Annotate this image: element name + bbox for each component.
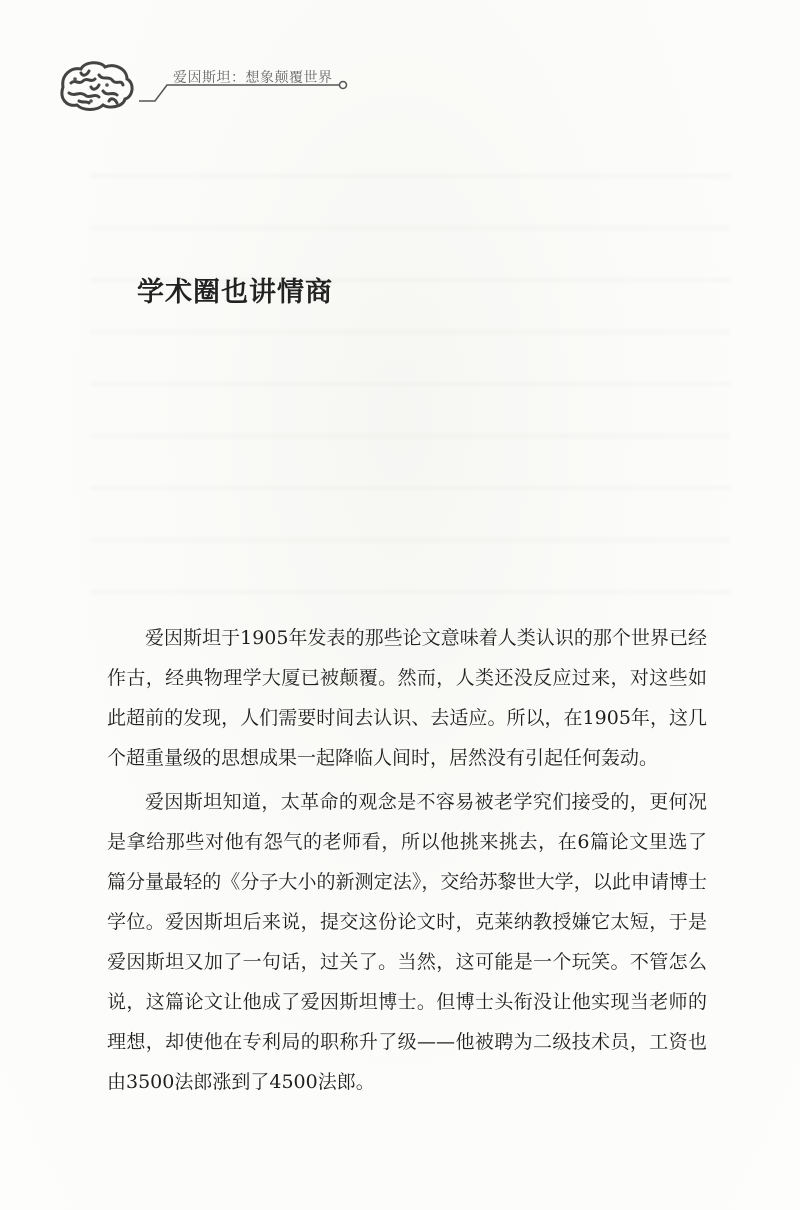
paragraph-2: 爱因斯坦知道，太革命的观念是不容易被老学究们接受的，更何况是拿给那些对他有怨气的老师看，所以他挑来挑去，在6篇论文里选了篇分量最轻的《分子大小的新测定法》，交给苏黎世大学，以此申请博士学位。爱因斯坦后来说，提交这份论文时，克莱纳教授嫌它太短，于是爱因斯坦又加了一句话，过关了。当然，这可能是一个玩笑。不管怎么说，这篇论文让他成了爱因斯坦博士。但博士头衔没让他实现当老师的理想，却使他在专利局的职称升了级——他被聘为二级技术员，工资也由3500法郎涨到了4500法郎。 — [107, 791, 707, 1093]
running-title: 爱因斯坦：想象颠覆世界 — [173, 70, 333, 86]
running-header — [55, 55, 375, 115]
chapter-title: 学术圈也讲情商 — [137, 277, 333, 308]
body-text — [107, 618, 707, 1106]
paragraph-1: 爱因斯坦于1905年发表的那些论文意味着人类认识的那个世界已经作古，经典物理学大厦已被颠覆。然而，人类还没反应过来，对这些如此超前的发现，人们需要时间去认识、去适应。所以，在1905年，这几个超重量级的思想成果一起降临人间时，居然没有引起任何轰动。 — [107, 627, 707, 769]
bleed-through-shadow — [90, 175, 730, 615]
